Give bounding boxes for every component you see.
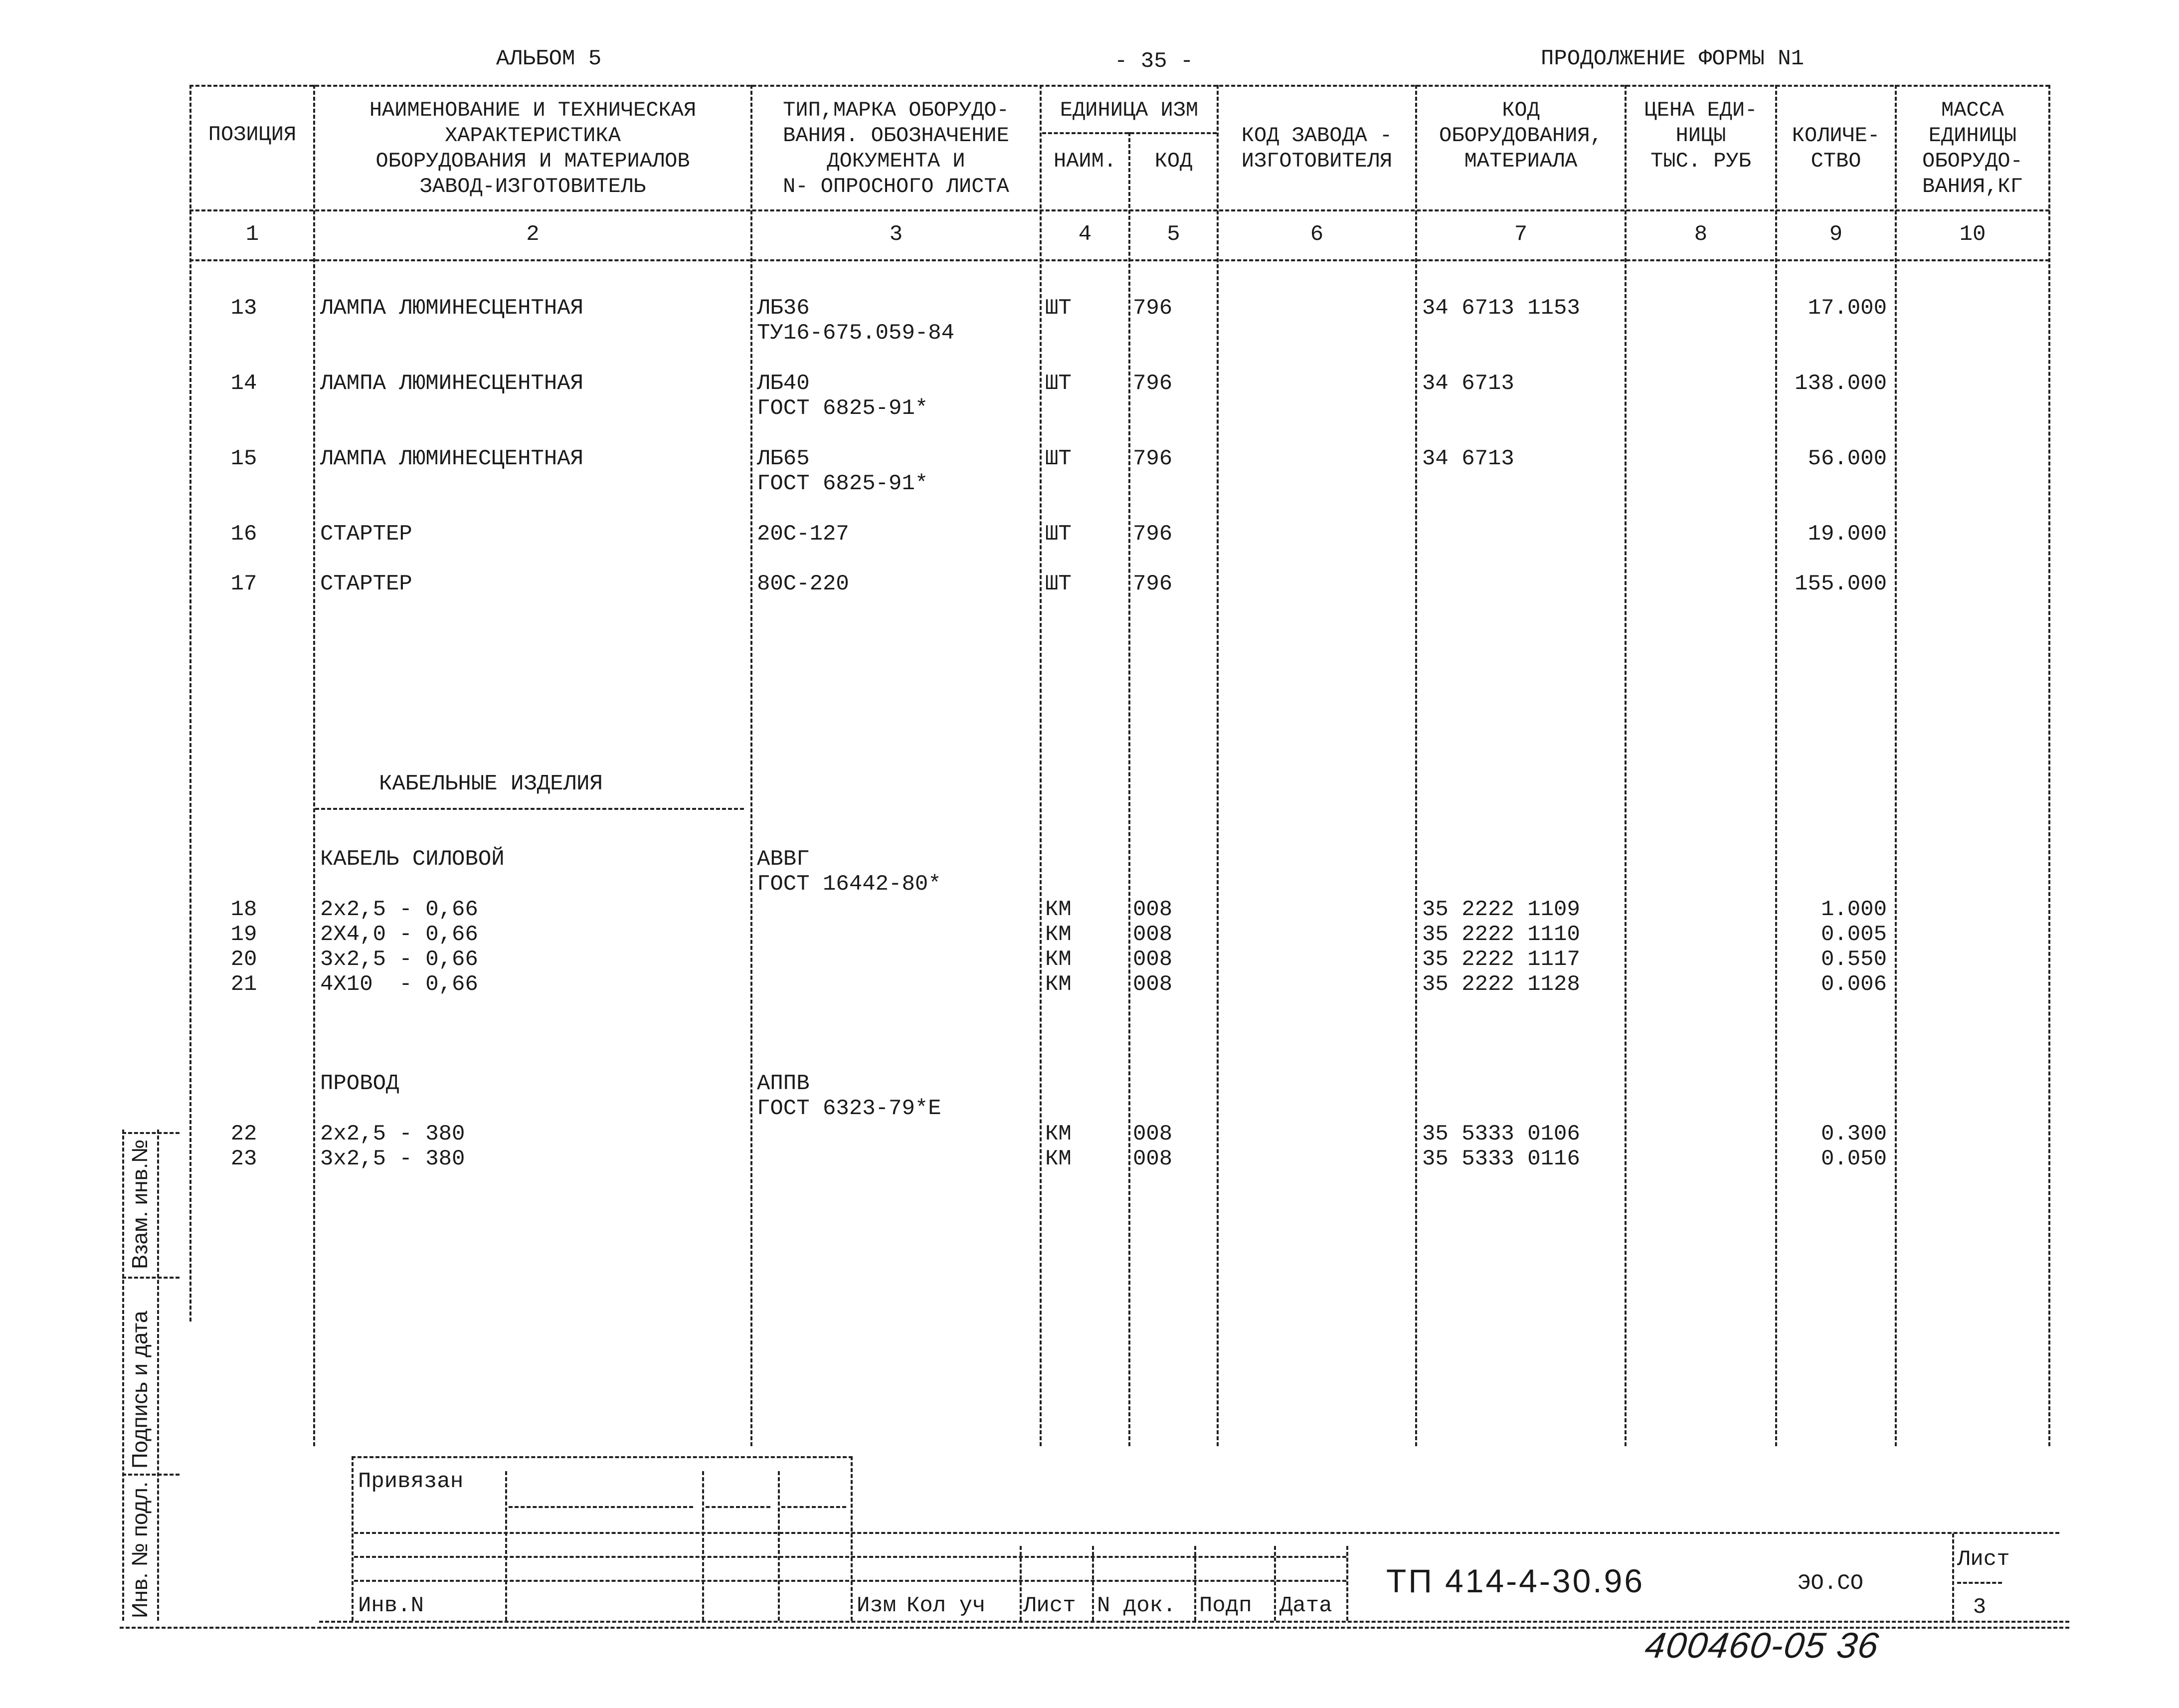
col-line-8 bbox=[1775, 85, 1777, 1446]
data-label: Дата bbox=[1279, 1593, 1332, 1618]
col-line-4 bbox=[1128, 132, 1130, 1446]
sheet-number: 3 bbox=[1973, 1595, 1987, 1620]
linked-label: Привязан bbox=[358, 1469, 464, 1494]
continuation-label: ПРОДОЛЖЕНИЕ ФОРМЫ N1 bbox=[1541, 46, 1805, 71]
doc-code: ТП 414-4-30.96 bbox=[1386, 1562, 1645, 1599]
header-bottom-line bbox=[189, 209, 2049, 211]
page-base-line bbox=[319, 1621, 2069, 1623]
header-col-4: НАИМ. bbox=[1053, 149, 1117, 173]
section-code: ЭО.СО bbox=[1798, 1571, 1864, 1596]
inv-label: Инв.N bbox=[358, 1593, 424, 1618]
numbers-bottom-line bbox=[189, 259, 2049, 261]
col-line-5 bbox=[1217, 85, 1219, 1446]
archive-number: 400460-05 36 bbox=[1642, 1626, 1882, 1666]
n-dok-label: N док. bbox=[1097, 1593, 1176, 1618]
header-col-1: ПОЗИЦИЯ bbox=[208, 123, 297, 147]
podp-label: Подп bbox=[1199, 1593, 1252, 1618]
page-number: - 35 - bbox=[1114, 49, 1194, 74]
section-heading: КАБЕЛЬНЫЕ ИЗДЕЛИЯ bbox=[379, 771, 603, 796]
izm-label: Изм bbox=[857, 1593, 897, 1618]
col-line-7 bbox=[1625, 85, 1627, 1446]
album-label: АЛЬБОМ 5 bbox=[496, 46, 602, 71]
header-unit-title: ЕДИНИЦА ИЗМ bbox=[1060, 98, 1199, 122]
sheet-label: Лист bbox=[1957, 1547, 2010, 1572]
col-line-9 bbox=[1895, 85, 1897, 1446]
kol-uch-label: Кол уч bbox=[907, 1593, 986, 1618]
col-line-2 bbox=[750, 85, 752, 1446]
col-line-3 bbox=[1040, 85, 1042, 1446]
col-line-6 bbox=[1415, 85, 1417, 1446]
table-top-line bbox=[189, 85, 2049, 87]
list-label: Лист bbox=[1023, 1593, 1076, 1618]
col-line-10 bbox=[2048, 85, 2050, 1446]
header-col-5: КОД bbox=[1154, 149, 1193, 173]
col-line-1 bbox=[313, 85, 315, 1446]
section-heading-underline bbox=[315, 808, 744, 810]
